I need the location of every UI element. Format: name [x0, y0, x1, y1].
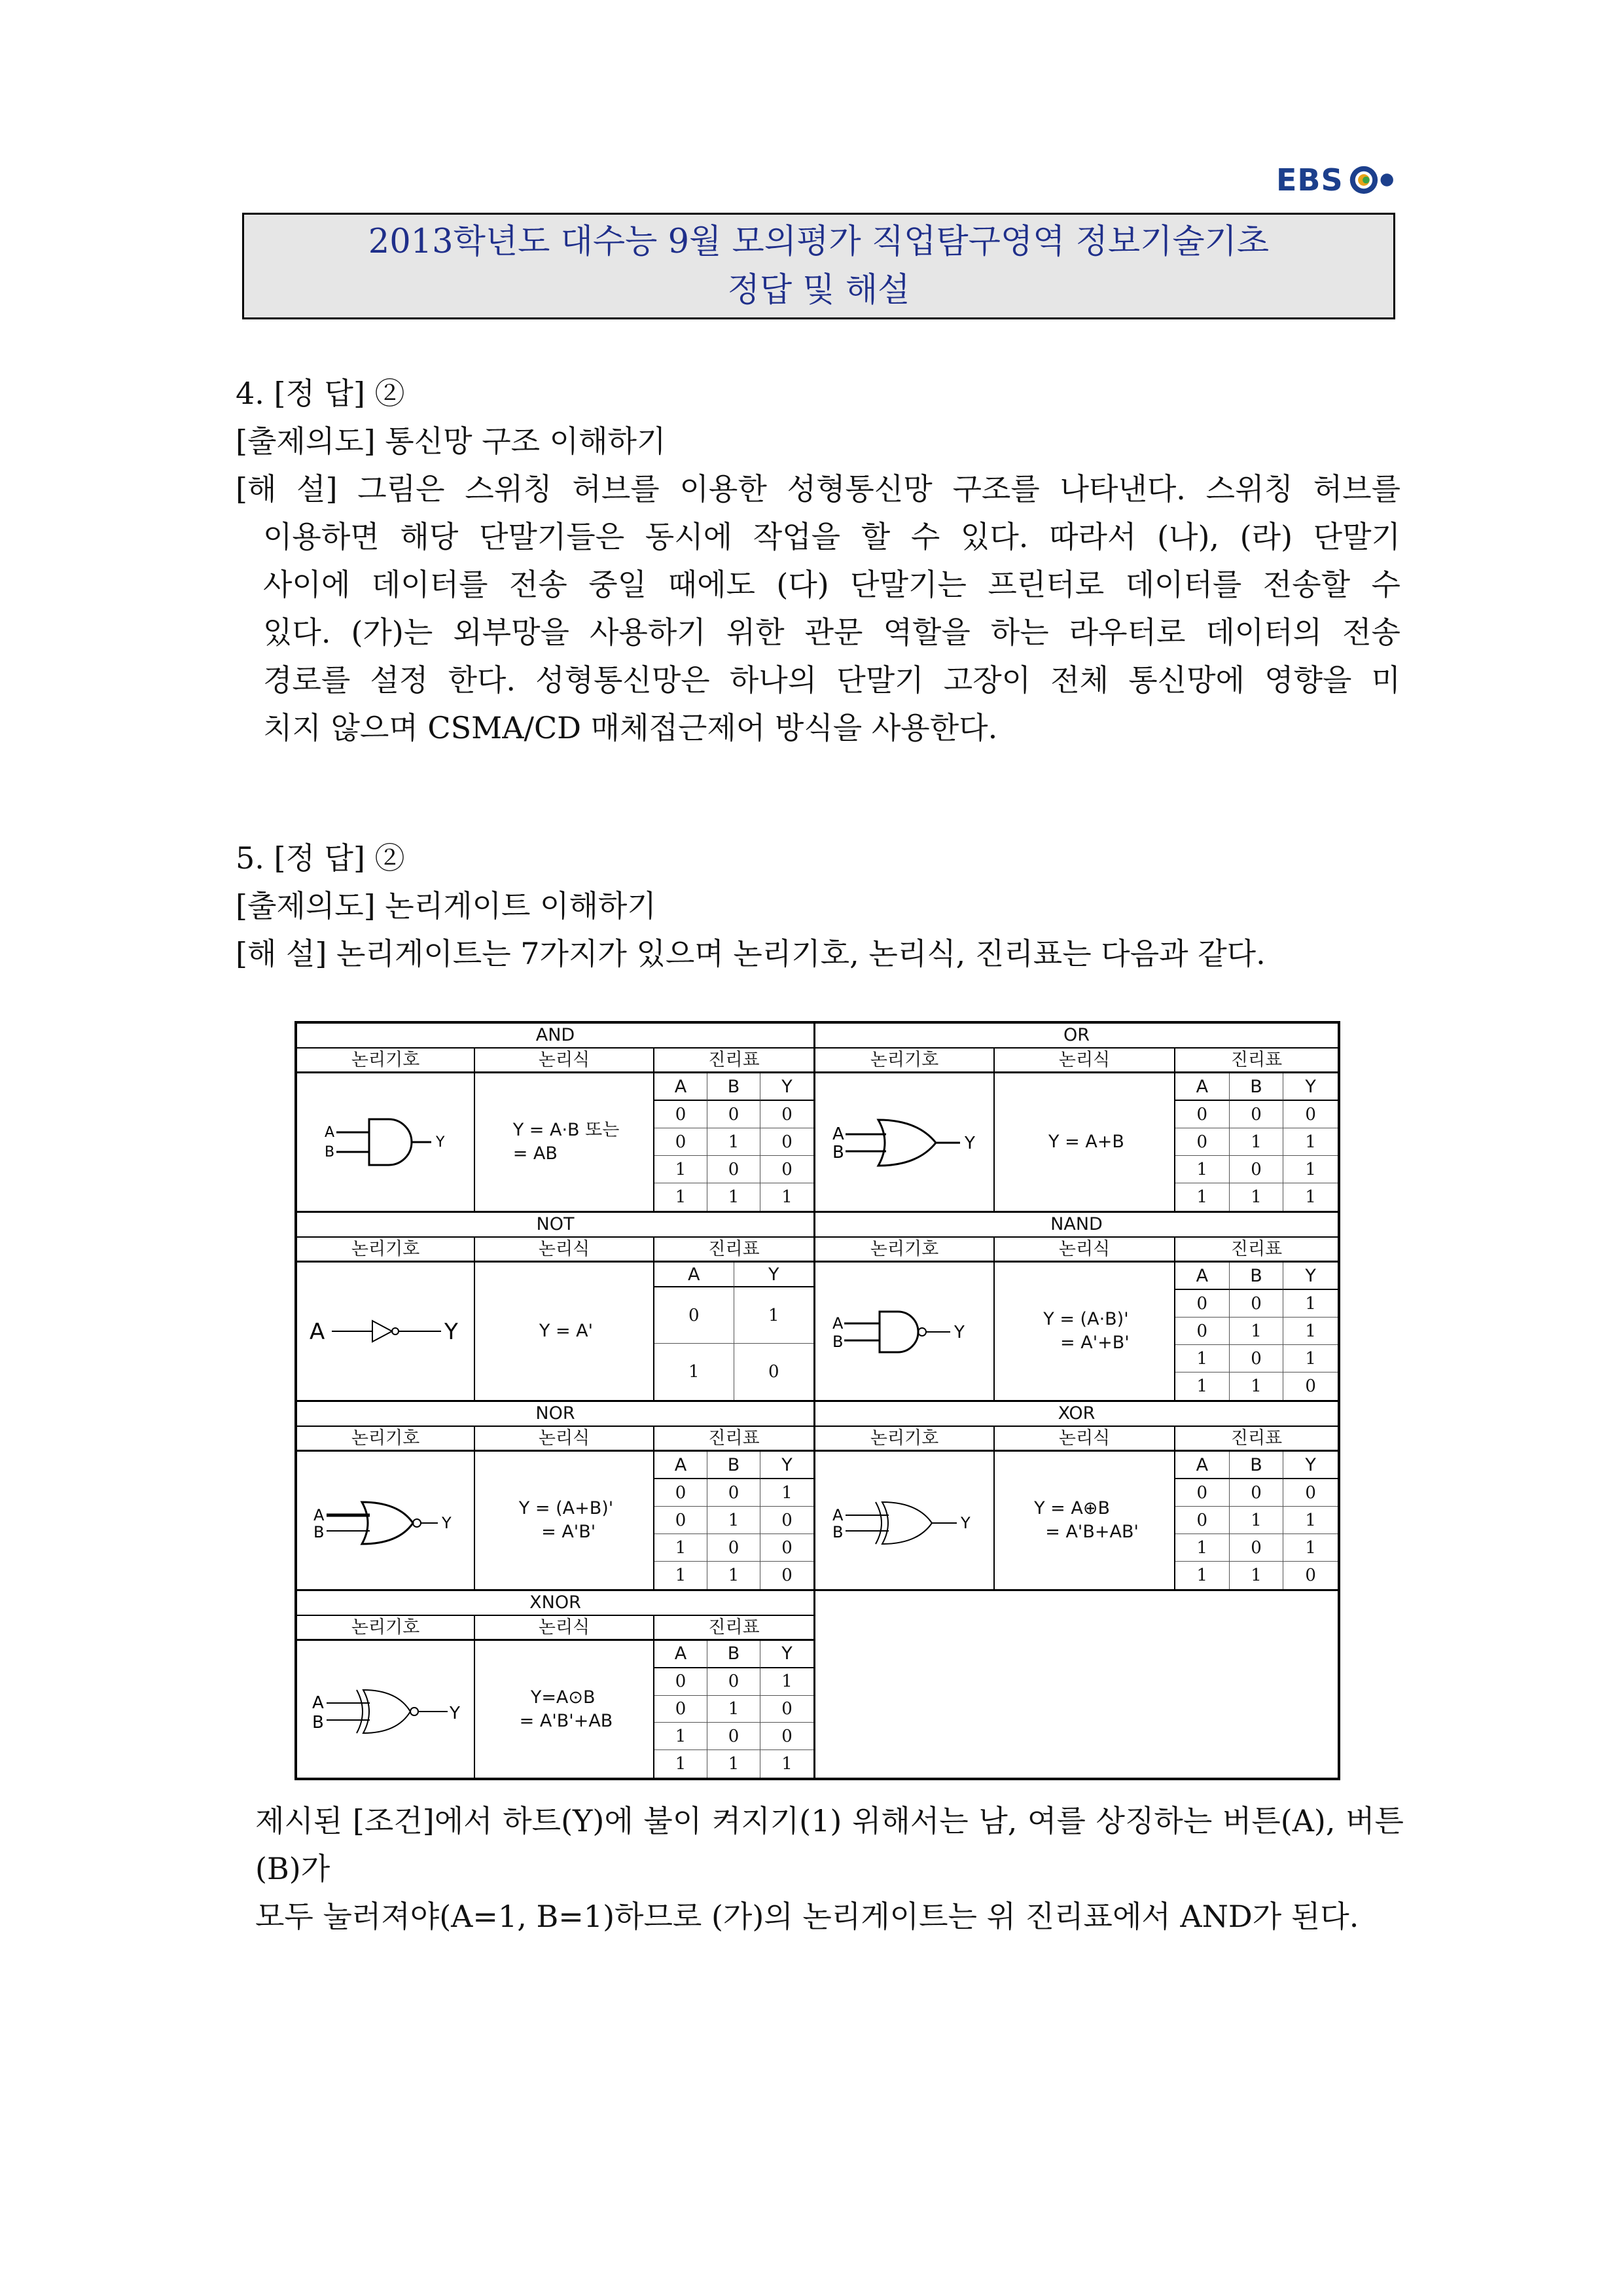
truth-cell: 1	[1230, 1372, 1284, 1400]
truth-cell: 0	[654, 1696, 707, 1723]
q5-intent: [출제의도] 논리게이트 이해하기	[236, 888, 656, 924]
ebs-logo-mark-icon	[1349, 162, 1400, 198]
xor-gate-icon	[815, 1452, 995, 1589]
col-truth: 진리표	[1230, 1428, 1283, 1448]
svg-text:B: B	[832, 1333, 844, 1351]
truth-cell: 1	[760, 1479, 813, 1507]
truth-cell: 1	[1283, 1290, 1338, 1318]
and-gate-icon	[297, 1073, 475, 1211]
truth-cell: 1	[707, 1507, 760, 1534]
truth-cell: 0	[1175, 1290, 1230, 1318]
truth-cell: 1	[1230, 1318, 1284, 1345]
col-expr: 논리식	[995, 1049, 1175, 1072]
truth-cell: 1	[1175, 1562, 1230, 1589]
truth-header: Y	[1283, 1452, 1338, 1479]
gate-not	[297, 1213, 815, 1402]
col-truth: 진리표	[708, 1428, 760, 1448]
svg-text:A: A	[832, 1506, 844, 1524]
q4-line: 사이에 데이터를 전송 중일 때에도 (다) 단말기는 프린터로 데이터를 전송할 수	[263, 567, 1400, 602]
truth-cell: 1	[1230, 1183, 1284, 1211]
q5-answer: 5. [정 답] ②	[236, 840, 405, 876]
truth-cell: 1	[654, 1156, 707, 1183]
truth-cell: 0	[760, 1507, 813, 1534]
svg-text:A: A	[832, 1124, 844, 1144]
gate-or	[815, 1024, 1338, 1213]
truth-header: A	[1175, 1452, 1230, 1479]
gate-name: XNOR	[297, 1591, 813, 1616]
truth-cell: 1	[1283, 1318, 1338, 1345]
col-symbol: 논리기호	[297, 1049, 475, 1072]
q4-line: 경로를 설정 한다. 성형통신망은 하나의 단말기 고장이 전체 통신망에 영향을 미	[263, 662, 1400, 698]
truth-header: Y	[760, 1073, 813, 1101]
col-truth: 진리표	[1230, 1050, 1283, 1070]
truth-cell: 0	[760, 1696, 813, 1723]
truth-cell: 0	[781, 1566, 793, 1585]
truth-table	[654, 1263, 813, 1400]
conclusion-line: 제시된 [조건]에서 하트(Y)에 불이 켜지기(1) 위해서는 남, 여를 상징하는 버튼(A), 버튼(B)가	[255, 1803, 1404, 1886]
gate-name: OR	[815, 1024, 1338, 1049]
truth-cell: 0	[654, 1287, 734, 1344]
truth-cell: 1	[1283, 1345, 1338, 1372]
svg-text:A: A	[325, 1124, 335, 1141]
q4-section	[236, 370, 1400, 752]
nand-gate-icon	[815, 1263, 995, 1400]
svg-text:A: A	[313, 1506, 325, 1524]
truth-header: B	[1230, 1263, 1284, 1290]
svg-text:B: B	[313, 1523, 325, 1541]
svg-text:Y: Y	[965, 1134, 975, 1153]
gate-expression: Y = A+B	[995, 1073, 1175, 1211]
title-box	[242, 213, 1395, 319]
truth-cell: 1	[734, 1287, 814, 1344]
truth-cell: 0	[1305, 1376, 1316, 1396]
conclusion-line: 모두 눌러져야(A=1, B=1)하므로 (가)의 논리게이트는 위 진리표에서 AND가 된다.	[255, 1899, 1359, 1934]
svg-text:A: A	[832, 1314, 844, 1333]
empty-cell	[815, 1591, 1338, 1778]
truth-cell: 1	[707, 1562, 760, 1589]
col-expr: 논리식	[995, 1427, 1175, 1450]
truth-header: B	[1230, 1073, 1284, 1101]
truth-header: Y	[1283, 1263, 1338, 1290]
truth-cell: 0	[654, 1668, 707, 1696]
truth-cell: 1	[654, 1723, 707, 1750]
truth-header: A	[1175, 1263, 1230, 1290]
gate-xnor	[297, 1591, 815, 1778]
truth-cell: 0	[1230, 1345, 1284, 1372]
truth-cell: 1	[1283, 1534, 1338, 1562]
svg-text:Y: Y	[436, 1134, 445, 1151]
gate-expression: Y = A'	[475, 1263, 654, 1400]
truth-cell: 1	[1283, 1128, 1338, 1156]
gate-expression: Y=A⊙B = A'B'+AB	[475, 1641, 654, 1778]
truth-table	[654, 1641, 813, 1778]
logic-gate-table	[294, 1021, 1340, 1780]
svg-text:Y: Y	[954, 1323, 965, 1342]
col-symbol: 논리기호	[297, 1427, 475, 1450]
gate-xor	[815, 1402, 1338, 1591]
gate-name: NOR	[297, 1402, 813, 1427]
truth-cell: 1	[760, 1668, 813, 1696]
q5-explain: [해 설] 논리게이트는 7가지가 있으며 논리기호, 논리식, 진리표는 다음과 같다.	[236, 936, 1266, 971]
truth-header: A	[654, 1073, 707, 1101]
svg-text:Y: Y	[450, 1703, 460, 1723]
truth-cell: 0	[1175, 1507, 1230, 1534]
svg-text:B: B	[312, 1712, 324, 1732]
col-symbol: 논리기호	[297, 1616, 475, 1640]
truth-table	[1175, 1263, 1338, 1400]
col-expr: 논리식	[475, 1616, 654, 1640]
gate-header	[815, 1238, 1338, 1263]
truth-cell: 1	[707, 1696, 760, 1723]
col-symbol: 논리기호	[815, 1427, 995, 1450]
truth-cell: 0	[760, 1128, 813, 1156]
truth-cell: 1	[654, 1534, 707, 1562]
truth-cell: 1	[654, 1344, 734, 1400]
q4-line: 이용하면 해당 단말기들은 동시에 작업을 할 수 있다. 따라서 (나), (라) 단말기	[263, 519, 1400, 554]
truth-cell: 0	[760, 1156, 813, 1183]
truth-cell: 0	[1175, 1101, 1230, 1128]
title-line-1: 2013학년도 대수능 9월 모의평가 직업탐구영역 정보기술기초	[368, 222, 1270, 261]
svg-text:A: A	[310, 1319, 325, 1345]
truth-table	[654, 1452, 813, 1589]
logo-text: EBS	[1276, 162, 1344, 198]
truth-cell: 1	[654, 1183, 707, 1211]
gate-expression: Y = A·B 또는 = AB	[475, 1073, 654, 1211]
truth-cell: 1	[1175, 1345, 1230, 1372]
truth-cell: 0	[707, 1534, 760, 1562]
gate-header	[297, 1238, 813, 1263]
truth-cell: 1	[707, 1128, 760, 1156]
gate-expression: Y = A⊕B = A'B+AB'	[995, 1452, 1175, 1589]
truth-header: Y	[1283, 1073, 1338, 1101]
truth-cell: 0	[654, 1101, 707, 1128]
truth-cell: 1	[654, 1562, 707, 1589]
truth-header: A	[1175, 1073, 1230, 1101]
svg-text:B: B	[325, 1144, 335, 1160]
truth-cell: 0	[760, 1101, 813, 1128]
gate-header	[297, 1049, 813, 1073]
truth-cell: 0	[707, 1479, 760, 1507]
or-gate-icon	[815, 1073, 995, 1211]
truth-cell: 0	[1230, 1156, 1284, 1183]
col-symbol: 논리기호	[815, 1238, 995, 1261]
truth-header: B	[1230, 1452, 1284, 1479]
truth-cell: 1	[1175, 1534, 1230, 1562]
gate-header	[815, 1049, 1338, 1073]
truth-cell: 0	[654, 1128, 707, 1156]
svg-text:B: B	[832, 1523, 844, 1541]
col-expr: 논리식	[995, 1238, 1175, 1261]
truth-table	[1175, 1452, 1338, 1589]
truth-cell: 0	[1175, 1128, 1230, 1156]
svg-text:Y: Y	[444, 1319, 458, 1345]
truth-cell: 1	[781, 1187, 793, 1207]
truth-cell: 0	[1175, 1479, 1230, 1507]
truth-cell: 0	[1230, 1101, 1284, 1128]
q4-intent: [출제의도] 통신망 구조 이해하기	[236, 423, 666, 459]
truth-cell: 1	[1230, 1128, 1284, 1156]
truth-cell: 0	[1230, 1534, 1284, 1562]
col-truth: 진리표	[708, 1239, 760, 1259]
truth-cell: 1	[707, 1750, 760, 1778]
truth-cell: 0	[654, 1507, 707, 1534]
truth-cell: 1	[1175, 1372, 1230, 1400]
truth-cell: 0	[1175, 1318, 1230, 1345]
gate-header	[297, 1616, 813, 1641]
gate-name: XOR	[815, 1402, 1338, 1427]
gate-name: NOT	[297, 1213, 813, 1238]
truth-header: A	[654, 1452, 707, 1479]
truth-header: B	[707, 1073, 760, 1101]
truth-cell: 0	[760, 1723, 813, 1750]
truth-cell: 1	[1175, 1156, 1230, 1183]
gate-header	[297, 1427, 813, 1452]
truth-cell: 0	[1283, 1479, 1338, 1507]
gate-and	[297, 1024, 815, 1213]
truth-cell: 0	[707, 1723, 760, 1750]
truth-header: B	[707, 1452, 760, 1479]
q5-conclusion	[255, 1797, 1404, 1941]
truth-cell: 0	[1305, 1566, 1316, 1585]
not-gate-icon	[297, 1263, 475, 1400]
truth-cell: 0	[707, 1101, 760, 1128]
truth-header: Y	[760, 1452, 813, 1479]
q4-line: 있다. (가)는 외부망을 사용하기 위한 관문 역할을 하는 라우터로 데이터의 전송	[263, 615, 1400, 650]
truth-cell: 0	[768, 1362, 779, 1382]
ebs-logo	[1276, 157, 1400, 203]
gate-expression: Y = (A+B)' = A'B'	[475, 1452, 654, 1589]
truth-cell: 1	[1175, 1183, 1230, 1211]
truth-cell: 1	[1283, 1156, 1338, 1183]
truth-cell: 1	[654, 1750, 707, 1778]
truth-table	[654, 1073, 813, 1211]
truth-header: A	[654, 1263, 734, 1287]
truth-header: B	[707, 1641, 760, 1668]
svg-text:A: A	[312, 1693, 324, 1713]
gate-nand	[815, 1213, 1338, 1402]
col-symbol: 논리기호	[815, 1049, 995, 1072]
col-truth: 진리표	[708, 1617, 760, 1638]
col-symbol: 논리기호	[297, 1238, 475, 1261]
q5-section	[236, 834, 1400, 978]
col-expr: 논리식	[475, 1427, 654, 1450]
q4-line: 치지 않으며 CSMA/CD 매체접근제어 방식을 사용한다.	[263, 710, 998, 745]
truth-header: Y	[760, 1641, 813, 1668]
gate-name: NAND	[815, 1213, 1338, 1238]
truth-cell: 0	[1230, 1479, 1284, 1507]
svg-text:Y: Y	[442, 1514, 452, 1532]
col-truth: 진리표	[708, 1050, 760, 1070]
gate-header	[815, 1427, 1338, 1452]
col-expr: 논리식	[475, 1238, 654, 1261]
truth-cell: 1	[1283, 1507, 1338, 1534]
truth-cell: 0	[707, 1156, 760, 1183]
truth-cell: 1	[781, 1754, 793, 1774]
truth-cell: 0	[707, 1668, 760, 1696]
gate-expression: Y = (A·B)' = A'+B'	[995, 1263, 1175, 1400]
truth-table	[1175, 1073, 1338, 1211]
q4-answer: 4. [정 답] ②	[236, 376, 405, 411]
title-line-2: 정답 및 해설	[727, 270, 910, 310]
col-truth: 진리표	[1230, 1239, 1283, 1259]
truth-cell: 1	[1305, 1187, 1316, 1207]
nor-gate-icon	[297, 1452, 475, 1589]
truth-cell: 1	[707, 1183, 760, 1211]
truth-header: A	[654, 1641, 707, 1668]
q4-line: [해 설] 그림은 스위칭 허브를 이용한 성형통신망 구조를 나타낸다. 스위칭 허브를	[236, 471, 1400, 507]
gate-name: AND	[297, 1024, 813, 1049]
truth-cell: 0	[1283, 1101, 1338, 1128]
truth-header: Y	[734, 1263, 814, 1287]
svg-text:Y: Y	[961, 1514, 971, 1532]
col-expr: 논리식	[475, 1049, 654, 1072]
truth-cell: 1	[1230, 1507, 1284, 1534]
truth-cell: 1	[1230, 1562, 1284, 1589]
truth-cell: 0	[654, 1479, 707, 1507]
truth-cell: 0	[1230, 1290, 1284, 1318]
xnor-gate-icon	[297, 1641, 475, 1778]
gate-nor	[297, 1402, 815, 1591]
truth-cell: 0	[760, 1534, 813, 1562]
svg-text:B: B	[832, 1143, 844, 1162]
